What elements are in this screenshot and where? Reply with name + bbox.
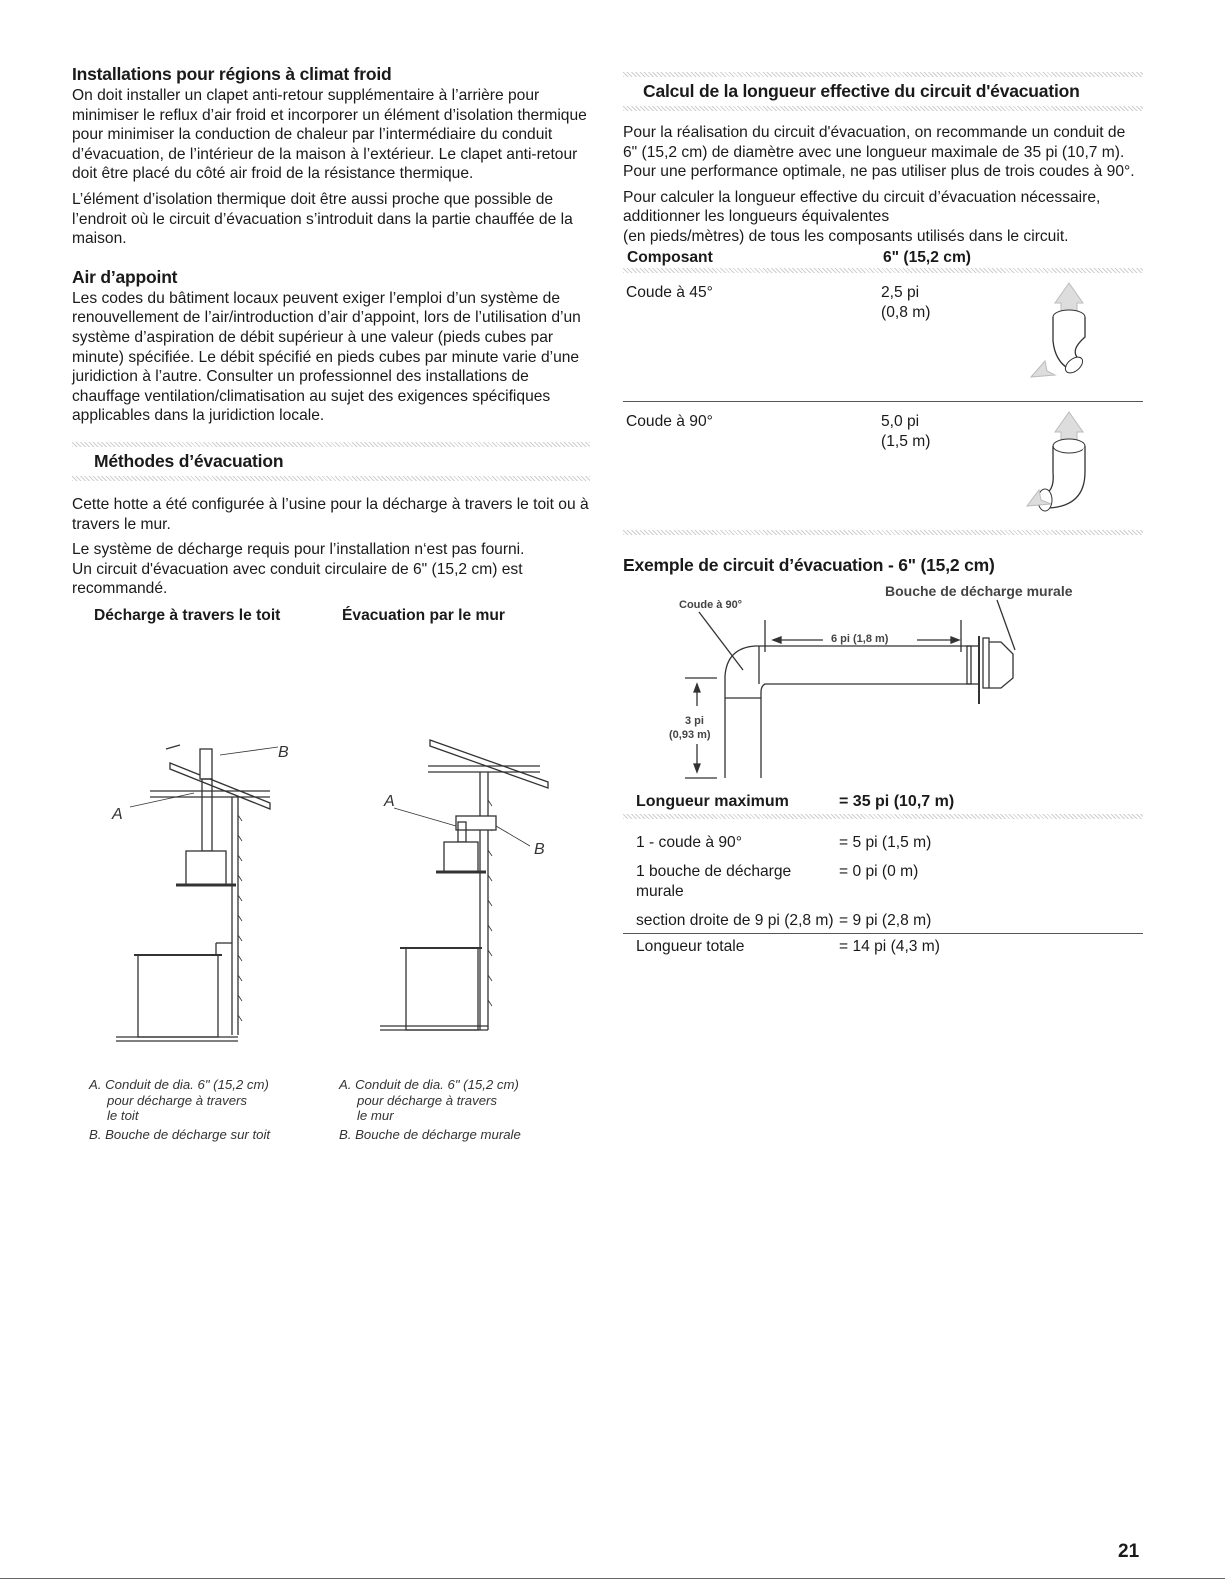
methods-paragraph-3: Un circuit d'évacuation avec conduit circulaire de 6" (15,2 cm) est recommandé. <box>72 560 523 598</box>
figure-headers <box>94 607 590 625</box>
calc-row: section droite de 9 pi (2,8 m) = 9 pi (2,8 m) <box>636 912 932 930</box>
example-circuit-diagram <box>623 580 1143 788</box>
component-name: Coude à 90° <box>626 412 713 430</box>
wall-caption <box>339 1077 589 1142</box>
component-value: 5,0 pi (1,5 m) <box>881 412 931 450</box>
label-a: A <box>384 793 395 810</box>
left-column <box>72 64 590 625</box>
caption-line: pour décharge à travers <box>107 1092 248 1108</box>
wall-discharge-illustration <box>370 730 570 1050</box>
makeup-air-heading: Air d’appoint <box>72 266 178 287</box>
total-label: Longueur totale <box>636 937 745 955</box>
section-divider <box>623 814 1143 819</box>
label-a: A <box>112 806 123 823</box>
caption-line: A. Conduit de dia. 6" (15,2 cm) <box>89 1077 269 1092</box>
makeup-air-paragraph: Les codes du bâtiment locaux peuvent exiger l’emploi d’un système de renouvellement de l’air/introduction d’air d’appoint, lors de l’utilisation d’un système d’aspiration de débit supérieur à une valeur (pieds cubes par minute) spécifiée. Le débit spécifié en pieds cubes par minute varie d’une juridiction à l’autre. Consulter un professionnel des installations de chauffage ventilation/climatisation au sujet des exigences spécifiques applicables dans la juridiction locale. <box>72 289 581 425</box>
total-row <box>623 934 1143 956</box>
max-length-row <box>623 793 1143 814</box>
calc-paragraph-2: Pour calculer la longueur effective du circuit d’évacuation nécessaire, additionner les longueurs équivalentes <box>623 188 1101 226</box>
section-divider <box>623 530 1143 535</box>
calc-row: 1 - coude à 90° = 5 pi (1,5 m) <box>636 833 932 851</box>
column-header-component: Composant <box>627 248 713 266</box>
roof-figure-title: Décharge à travers le toit <box>94 606 281 624</box>
calc-paragraph-1: Pour la réalisation du circuit d'évacuation, on recommande un conduit de 6" (15,2 cm) de diamètre avec une longueur maximale de 35 pi (10,7 m). Pour une performance optimale, ne pas utiliser plus de trois coudes à 90°. <box>623 124 1135 181</box>
section-divider <box>72 476 590 481</box>
roof-caption <box>89 1077 339 1142</box>
example-heading: Exemple de circuit d’évacuation - 6" (15,2 cm) <box>623 554 995 575</box>
cold-climate-paragraph-2: L’élément d’isolation thermique doit être aussi proche que possible de l’endroit où le circuit d’évacuation s’introduit dans la partie chauffée de la maison. <box>72 190 573 248</box>
column-header-size: 6" (15,2 cm) <box>883 248 972 266</box>
max-length-label: Longueur maximum <box>636 792 789 810</box>
vertical-dimension-meters: (0,93 m) <box>669 728 711 741</box>
roof-discharge-illustration <box>90 735 290 1055</box>
component-name: Coude à 45° <box>626 283 713 301</box>
figure-captions <box>89 1077 589 1142</box>
table-row <box>623 273 1143 401</box>
methods-heading: Méthodes d’évacuation <box>94 450 284 471</box>
caption-line: pour décharge à travers <box>357 1092 498 1108</box>
component-value: 2,5 pi (0,8 m) <box>881 283 931 321</box>
caption-line: B. Bouche de décharge sur toit <box>89 1126 271 1142</box>
methods-paragraph-1: Cette hotte a été configurée à l’usine pour la décharge à travers le toit ou à travers le mur. <box>72 495 589 533</box>
caption-line: le toit <box>107 1108 139 1123</box>
length-calculation <box>636 833 1143 931</box>
cold-climate-paragraph-1: On doit installer un clapet anti-retour supplémentaire à l’arrière pour minimiser le reflux d’air froid et incorporer un élément d’isolation thermique pour minimiser la conduction de chaleur par l’intermédiaire du conduit d’évacuation, de l’intérieur de la maison à l’extérieur. Le clapet anti-retour doit être placé du côté air froid de la résistance thermique. <box>72 87 587 183</box>
total-value: = 14 pi (4,3 m) <box>839 937 940 955</box>
methods-paragraph-2: Le système de décharge requis pour l’installation n‘est pas fourni. <box>72 541 525 559</box>
component-table-header <box>623 249 1143 268</box>
page-number: 21 <box>1118 1541 1140 1562</box>
calc-heading: Calcul de la longueur effective du circuit d'évacuation <box>643 81 1080 101</box>
elbow-label: Coude à 90° <box>679 598 743 611</box>
right-column <box>623 72 1143 956</box>
caption-line: B. Bouche de décharge murale <box>339 1126 521 1142</box>
section-divider <box>623 106 1143 111</box>
page-bottom-rule <box>0 1578 1225 1579</box>
calc-row: 1 bouche de décharge murale = 0 pi (0 m) <box>636 863 919 900</box>
cold-climate-heading: Installations pour régions à climat froid <box>72 64 392 84</box>
vertical-dimension-feet: 3 pi <box>685 714 704 727</box>
table-row <box>623 402 1143 530</box>
caption-line: le mur <box>357 1108 394 1123</box>
max-length-value: = 35 pi (10,7 m) <box>839 792 955 810</box>
label-b: B <box>534 841 545 858</box>
caption-line: A. Conduit de dia. 6" (15,2 cm) <box>339 1077 519 1092</box>
label-b: B <box>278 744 289 761</box>
wall-figure-title: Évacuation par le mur <box>342 606 505 624</box>
wall-cap-label: Bouche de décharge murale <box>885 582 1073 599</box>
elbow-90-icon <box>1025 410 1095 520</box>
calc-paragraph-3: (en pieds/mètres) de tous les composants utilisés dans le circuit. <box>623 227 1069 245</box>
horizontal-dimension: 6 pi (1,8 m) <box>831 632 889 645</box>
elbow-45-icon <box>1025 281 1095 391</box>
